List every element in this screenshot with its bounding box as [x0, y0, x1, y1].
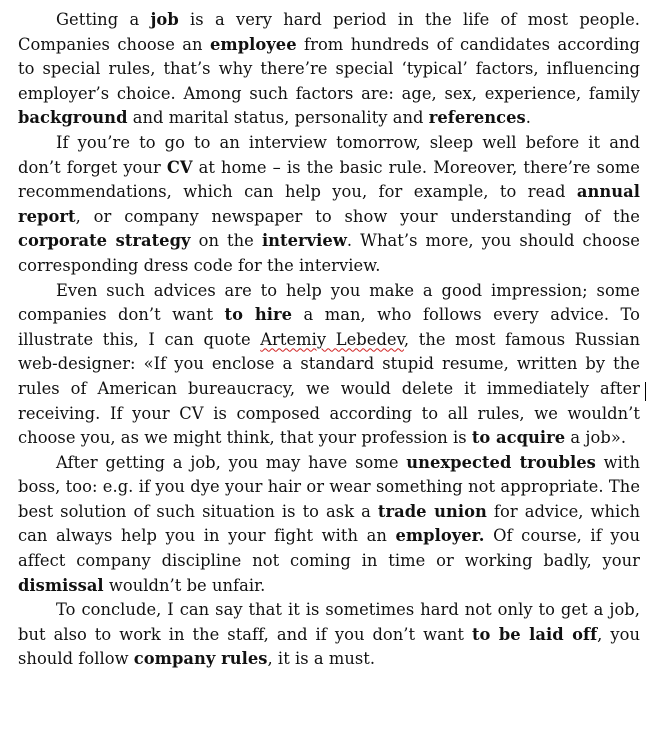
document-body[interactable]: [18, 8, 640, 672]
paragraph-conclusion: [18, 598, 640, 672]
text-run: If you’re to go to an interview tomorrow, sleep well before it and don’t forget your: [18, 132, 640, 177]
text-run: wouldn’t be unfair.: [103, 575, 266, 595]
bold-term: company rules: [133, 649, 268, 669]
text-run: a job».: [565, 428, 627, 448]
text-run: a man, who follows every advice. To illustrate this, I can quote: [18, 305, 640, 349]
bold-term: employer.: [395, 526, 485, 546]
text-run: .: [525, 108, 531, 128]
text-run: Of course, if you affect company discipline not coming in time or working badly, your: [18, 526, 640, 571]
bold-term: references: [428, 108, 526, 128]
bold-term: CV: [166, 157, 193, 177]
text-cursor: [645, 382, 646, 401]
bold-term: to hire: [224, 305, 293, 325]
bold-term: background: [18, 108, 128, 128]
text-run: To conclude, I can say that it is sometimes hard not only to get a job, but also to work in the staff, and if you don’t want: [18, 600, 640, 644]
text-run: is a very hard period in the life of most people. Companies choose an: [18, 10, 640, 54]
text-run: for advice, which can always help you in your fight with an: [18, 501, 641, 546]
bold-term: annual report: [18, 182, 640, 226]
text-run: and marital status, personality and: [127, 108, 429, 128]
paragraph-troubles: [18, 451, 640, 599]
paragraph-intro: [18, 8, 640, 131]
bold-term: trade union: [377, 501, 487, 521]
text-run: at home – is the basic rule. Moreover, there’re some recommendations, which can help you, for example, to read: [18, 157, 640, 202]
paragraph-interview-advice: [18, 131, 640, 279]
bold-term: interview: [261, 231, 347, 251]
text-run: Even such advices are to help you make a good impression; some companies don’t want: [18, 280, 640, 325]
text-run: from hundreds of candidates according to special rules, that’s why there’re special ‘typical’ factors, influencing employer’s choice. Among such factors are: age, sex, experience, family: [18, 34, 640, 103]
text-run: After getting a job, you may have some: [56, 452, 407, 472]
bold-term: dismissal: [18, 575, 104, 595]
text-run: Getting a: [56, 10, 151, 29]
text-run: with boss, too: e.g. if you dye your hair or wear something not appropriate. The best solution of such situation is to ask a: [18, 452, 640, 521]
paragraph-advices: [18, 279, 640, 451]
spellcheck-flagged-text: Artemiy Lebedev: [260, 329, 404, 349]
bold-term: job: [150, 10, 179, 29]
text-run: . What’s more, you should choose corresponding dress code for the interview.: [18, 231, 640, 275]
text-run: on the: [190, 231, 262, 251]
bold-term: employee: [210, 34, 297, 54]
text-run: , or company newspaper to show your understanding of the: [75, 206, 640, 226]
bold-term: to acquire: [471, 428, 566, 448]
bold-term: unexpected troubles: [406, 452, 596, 472]
text-run: , you should follow: [18, 624, 640, 669]
text-run: , the most famous Russian web-designer: «If you enclose a standard stupid resume, written by the rules of American bureaucracy, we would delete it immediately after receiving. If your CV is composed according to all rules, we wouldn’t choose you, as we might think, that your profession is: [18, 329, 640, 448]
bold-term: to be laid off: [471, 624, 598, 644]
bold-term: corporate strategy: [18, 231, 191, 251]
text-run: , it is a must.: [267, 649, 376, 669]
